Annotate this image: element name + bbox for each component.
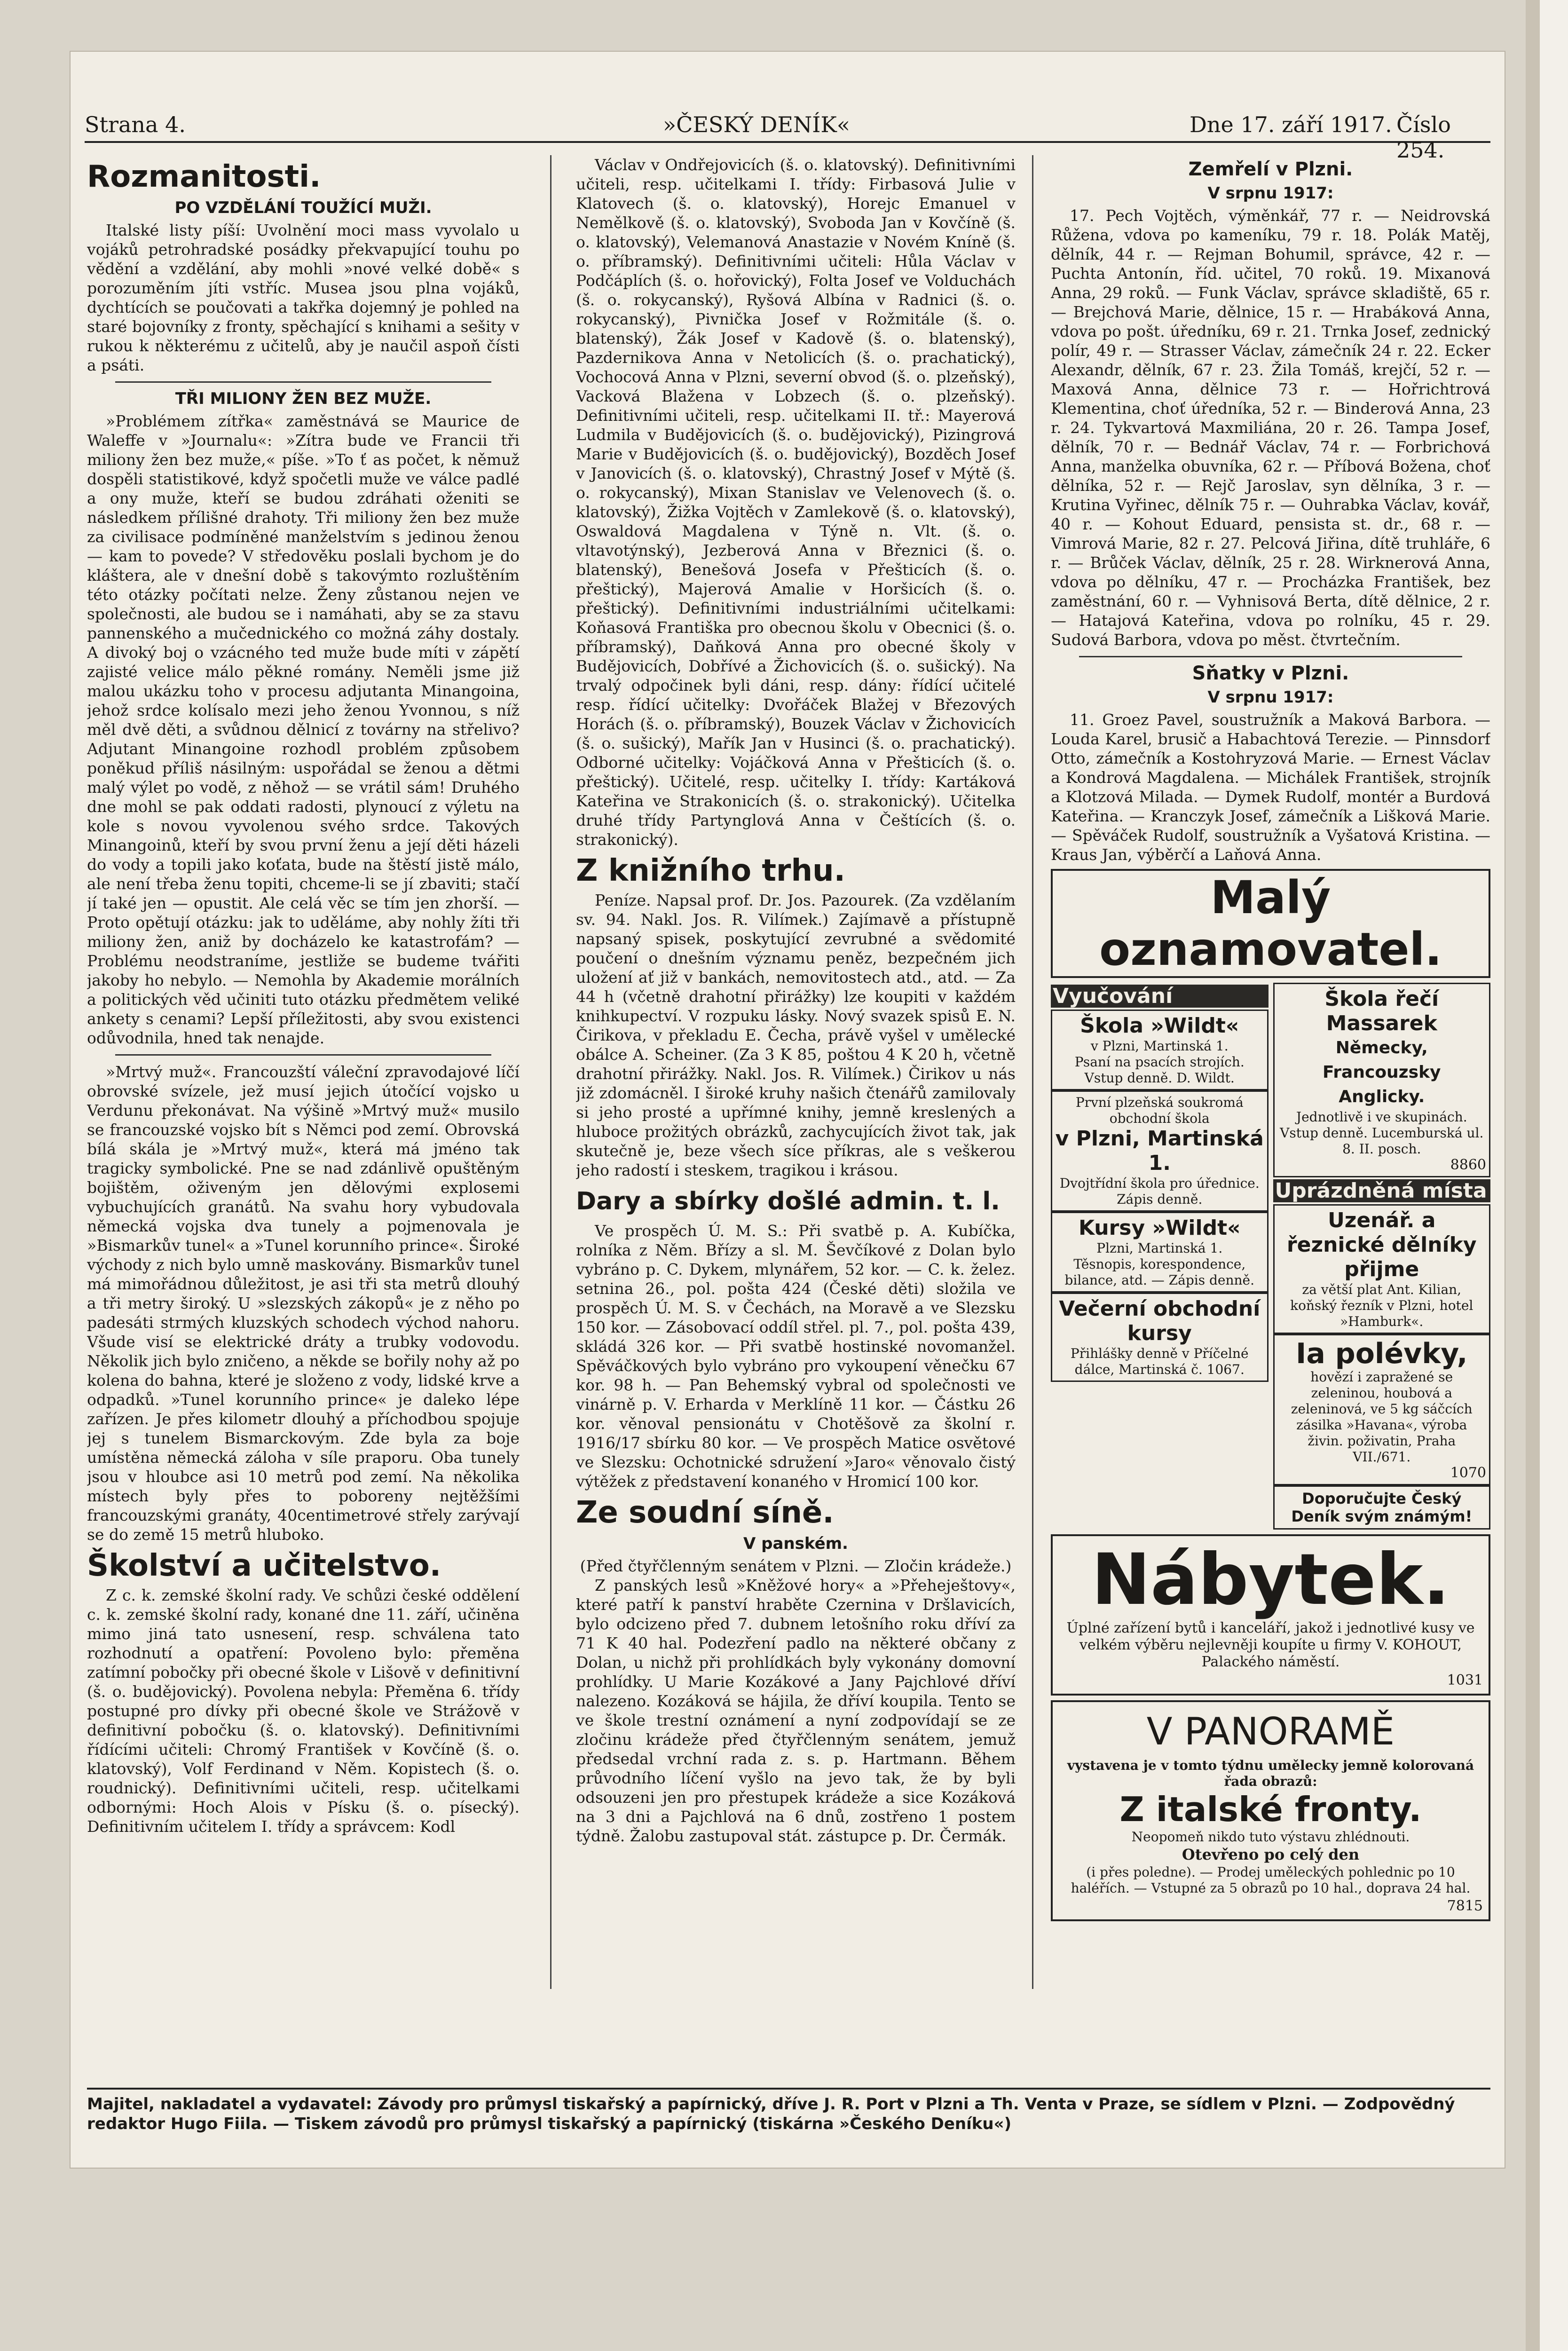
divider [1079, 656, 1462, 657]
article-body: 17. Pech Vojtěch, výměnkář, 77 r. — Neidrovská Růžena, vdova po kameníku, 79 r. 18. Polák Matěj, dělník, 44 r. — Rejman Bohumil, správce, 42 r. — Puchta Antonín, říd. učitel, 70 roků. 19. Mixanová Anna, 29 roků. — Funk Václav, správce skladiště, 65 r. — Brejchová Marie, dělnice, 15 r. — Hrabáková Anna, vdova po pošt. úředníku, 69 r. 21. Trnka Josef, zednický polír, 49 r. — Strasser Václav, zámečník 24 r. 22. Ecker Alexandr, dělník, 67 r. 23. Žila Tomáš, krejčí, 52 r. — Maxová Anna, dělnice 73 r. — Hořrichtrová Klementina, choť úředníka, 52 r. — Binderová Anna, 23 r. 24. Tykvartová Maxmiliána, 20 r. 26. Tampa Josef, dělník, 70 r. — Bednář Václav, 74 r. — Forbrichová Anna, manželka obuvníka, 62 r. — Příbová Božena, choť dělníka, 52 r. — Rejč Jaroslav, syn dělníka, 3 r. — Krutina Vyřinec, dělník 75 r. — Ouhrabka Václav, kovář, 40 r. — Kohout Eduard, pensista st. dr., 68 r. — Vimrová Marie, 82 r. 27. Pelcová Jiřina, dítě truhláře, 6 r. — Brůček Václav, dělník, 25 r. 28. Wirknerová Anna, vdova po dělníku, 47 r. — Procházka František, bez zaměstnání, 60 r. — Vyhnisová Berta, dítě dělnice, 2 r. — Hatajová Kateřina, vdova po rolníku, 45 r. 29. Sudová Barbora, vdova po měst. čtvrtečním. [1051, 206, 1490, 649]
article-body: »Problémem zítřka« zaměstnává se Maurice de Waleffe v »Journalu«: »Zítra bude ve Francii tři miliony žen bez muže,« píše. »To ť as počet, k němuž dospěli statistikové, když spočetli muže ve válce padlé a ony muže, kteří se budou zdráhati oženiti se následkem přílišné drahoty. Tři miliony žen bez muže za civilisace podmíněné manželstvím s jedinou ženou — kam to povede? V středověku poslali bychom je do kláštera, ale v dnešní době s takovýmto rozluštěním této otázky počítati nelze. Ženy zůstanou nejen ve společnosti, ale budou se i namáhati, aby se za stavu pannenského a mučednického co možná záhy dostaly. A divoký boj o vzácného ted muže bude míti v zápětí zajisté velice málo pěkné romány. Neměli jsme již malou ukázku toho v procesu adjutanta Minangoina, jehož srdce kolísalo mezi jeho ženou Yvonnou, s níž měl dvě děti, a svůdnou dělnicí z továrny na střelivo? Adjutant Minangoine rozhodl problém způsobem poněkud příliš násilným: uspořádal se ženou a dětmi malý výlet po vodě, z něhož — se vrátil sám! Druhého dne mohl se pak oddati radosti, plynoucí z výletu na kole s novou vyvolenou svého srdce. Takových Minangoinů, kteří by svou první ženu a její děti házeli do vody a topili jako koťata, bude na štěstí jistě málo, ale není třeba ženu topiti, chceme-li se jí zbaviti; stačí jí také jen — opustit. Ale celá věc se tím jen zhorší. — Proto opětují otázku: jak to uděláme, aby nohly žíti tři miliony žen, aniž by docházelo ke katastrofám? — Problému neodstraníme, jestliže se budeme tvářiti jakoby ho nebylo. — Nemohla by Akademie morálních a politických věd učiniti tuto otázku předmětem veliké ankety s cenami? Lepší příležitosti, aby svou existenci odůvodnila, hned tak nenajde. [87, 412, 520, 1047]
section-heading: Dary a sbírky došlé admin. t. l. [576, 1187, 1000, 1215]
ad-title: Uzenář. a řeznické dělníky přijme [1286, 1208, 1477, 1281]
ad-text: Přihlášky denně v Příčelné dálce, Martinská č. 1067. [1070, 1346, 1249, 1377]
imprint [87, 2088, 1490, 2134]
masthead [85, 108, 1490, 163]
article-body: Peníze. Napsal prof. Dr. Jos. Pazourek. (Za vzdělaním sv. 94. Nakl. Jos. R. Vilímek.) Zajímavě a přístupně napsaný spisek, poskytující zevrubné a svědomité poučení o dnešním významu peněz, bezpečném jich uložení ať již v bankách, nemovitostech atd., atd. — Za 44 h (včetně drahotní přirážky) lze koupiti v každém knihkupectví. V rozpuku lásky. Nový svazek spisů E. N. Čirikova, v překladu E. Čecha, právě vyšel v umělecké obálce A. Scheiner. (Za 3 K 85, poštou 4 K 20 h, včetně drahotní přirážky. Nakl. Jos. R. Vilímek.) Čirikov u nás již zdomácněl. I široké kruhy našich čtenářů zamilovaly si jeho prosté a upřímné knihy, jemně kreslených a hluboce prožitých obrázků, zachycujících život tak, jak skutečně je, beze všech síce příkras, ale s veškerou jeho radostí i steskem, tragikou i krásou. [576, 891, 1016, 1179]
section-subheading: V srpnu 1917: [1207, 184, 1334, 203]
issue-number: Číslo 254. [1396, 112, 1451, 163]
ad-text: za větší plat Ant. Kilian, koňský řezník v Plzni, hotel »Hamburk«. [1290, 1282, 1473, 1329]
ad-title: Škola »Wildt« [1080, 1014, 1239, 1038]
ad-title: Nábytek. [1091, 1539, 1450, 1621]
ad-address: v Plzni, Martinská 1. [1090, 1038, 1229, 1054]
column-2 [576, 155, 1016, 1994]
page-number: Strana 4. [85, 112, 186, 137]
ad-title: V PANORAMĚ [1146, 1710, 1395, 1753]
ad-furniture [1051, 1534, 1490, 1696]
article-title: V panském. [743, 1534, 848, 1553]
ad-text: Dvojtřídní škola pro úřednice. Zápis denně. [1059, 1176, 1260, 1207]
ad-stamp: 7815 [1447, 1898, 1483, 1914]
section-heading: Sňatky v Plzni. [1192, 663, 1349, 684]
ad-first-school [1051, 1090, 1269, 1212]
article-body: Italské listy píší: Uvolnění moci mass vyvolalo u vojáků petrohradské posádky překvapující touhu po vědění a vzdělání, aby mohli »nové velké době« s porozuměním jíti vstříc. Musea jsou plna vojáků, dychtících se poučovati a takřka dojemný je pohled na staré bojovníky z fronty, spěchající s knihami a sešity v rukou k některému z učitelů, aby je naučil aspoň čísti a psáti. [87, 221, 520, 374]
ad-title: Ia polévky, [1296, 1337, 1468, 1370]
imprint-text: Majitel, nakladatel a vydavatel: Závody pro průmysl tiskařský a papírnický, dříve J. R. Port v Plzni a Th. Venta v Praze, se sídlem v Plzni. — Zodpovědný redaktor Hugo Fiila. — Tiskem závodů pro průmysl tiskařský a papírnický (tiskárna »Českého Deníku«) [87, 2095, 1455, 2133]
ad-address: v Plzni, Martinská 1. [1055, 1127, 1264, 1175]
ad-title: První plzeňská soukromá obchodní škola [1075, 1095, 1244, 1126]
ad-languages: Německy, Francouzsky Anglicky. [1323, 1038, 1441, 1106]
ad-stamp: 1031 [1447, 1672, 1483, 1688]
ad-stamp: 8860 [1450, 1157, 1486, 1173]
ad-banner: Vyučování [1051, 985, 1269, 1008]
ad-evening [1051, 1293, 1269, 1382]
ad-text: (i přes poledne). — Prodej uměleckých pohlednic po 10 haléřích. — Vstupné za 5 obrazů po 10 hal., doprava 24 hal. [1071, 1864, 1471, 1896]
divider [115, 1054, 491, 1056]
ad-butcher [1273, 1204, 1491, 1334]
issue-date: Dne 17. září 1917. [1190, 112, 1392, 137]
ad-courses [1051, 1212, 1269, 1293]
ad-title: Doporučujte Český Deník svým známým! [1291, 1490, 1473, 1525]
scan-margin [1540, 0, 1568, 2351]
classified-header [1051, 869, 1490, 978]
ad-address: Plzni, Martinská 1. [1096, 1240, 1223, 1256]
ad-column-left [1051, 983, 1269, 1530]
ad-massarek [1273, 983, 1491, 1177]
column-1 [87, 155, 520, 1994]
ad-text: hovězí i zapražené se zeleninou, houbová a zeleninová, ve 5 kg sáčcích zásilka »Havana«, výroba živin. poživatin, Praha VII./671. [1291, 1369, 1473, 1465]
ad-note: Neopomeň nikdo tuto výstavu zhlédnouti. [1131, 1829, 1410, 1845]
article-body: Z panských lesů »Kněžové hory« a »Přeheještovy«, které patří k panství hraběte Czernina v Dršlavicích, bylo odcizeno před 7. dubnem letošního roku dříví za 71 K 40 hal. Podezření padlo na některé občany z Dolan, u nichž při prohlídkách byly vykonány domovní prohlídky. U Marie Kozákové a Jany Pajchlové dříví nalezeno. Kozáková se hájila, že dříví koupila. Tento se ve škole trestní oznámení a nyní zodpovídají se ze zločinu krádeže před čtyřčlenným senátem, jemuž předsedal vrchní rada z. s. p. Hartmann. Během průvodního líčení vyšlo na jevo tak, že by byli odsouzeni jen pro přestupek krádeže a sice Kozáková na 3 dni a Pajchlová na 6 dnů, zostřeno 1 postem týdně. Žalobu zastupoval stát. zástupce p. Dr. Čermák. [576, 1576, 1016, 1845]
classified-grid [1051, 983, 1490, 1530]
article-body: Václav v Ondřejovicích (š. o. klatovský). Definitivními učiteli, resp. učitelkami I. třídy: Firbasová Julie v Klatovech (š. o. klatovský), Horejc Emanuel v Nemělkově (š. o. klatovský), Svoboda Jan v Kovčíně (š. o. klatovský), Velemanová Anastazie v Novém Kníně (š. o. příbramský). Definitivními učiteli: Hůla Václav v Podčáplích (š. o. hořovický), Folta Josef ve Volduchách (š. o. rokycanský), Ryšová Albína v Radnici (š. o. rokycanský), Pivnička Josef v Rožmitále (š. o. blatenský), Žák Josef v Kadově (š. o. blatenský), Pazdernikova Anna v Netolicích (š. o. prachatický), Vochocová Anna v Plzni, severní obvod (š. o. plzeňský), Vacková Blažena v Lobzech (š. o. plzeňský). Definitivními učiteli, resp. učitelkami II. tř.: Mayerová Ludmila v Budějovicích (š. o. budějovický), Pizingrová Marie v Budějovicích (š. o. budějovický), Bozděch Josef v Janovicích (š. o. klatovský), Chrastný Josef v Mýtě (š. o. rokycanský), Mixan Stanislav ve Velenovech (š. o. klatovský), Žižka Vojtěch v Zamlekově (š. o. klatovský), Oswaldová Magdalena v Týně n. Vlt. (š. o. vltavotýnský), Jezberová Anna v Březnici (š. o. blatenský), Benešová Josefa v Přešticích (š. o. přeštický), Majerová Amalie v Horšicích (š. o. přeštický). Definitivními industriálními učitelkami: Koňasová Františka pro obecnou školu v Obecnici (š. o. příbramský), Daňková Anna pro obecné školy v Budějovicích, Dobřívé a Žichovicích (š. o. sušický). Na trvalý odpočinek byli dáni, resp. dány: řídící učitelé resp. řídící učitelky: Dvořáček Blažej v Březových Horách (š. o. příbramský), Bouzek Václav v Žichovicích (š. o. sušický), Mařík Jan v Husinci (š. o. prachatický). Odborné učitelky: Vojáčková Anna v Přešticích (š. o. přeštický). Učitelé, resp. učitelky I. třídy: Kartáková Kateřina ve Strakonicích (š. o. strakonický). Učitelka druhé třídy Partynglová Anna v Češtících (š. o. strakonický). [576, 156, 1016, 849]
ad-opening: Otevřeno po celý den [1182, 1846, 1360, 1863]
ad-title: Kursy »Wildt« [1078, 1216, 1241, 1240]
section-heading: Rozmanitosti. [87, 159, 321, 194]
ad-recommend [1273, 1485, 1491, 1530]
article-title: PO VZDĚLÁNÍ TOUŽÍCÍ MUŽI. [174, 198, 432, 217]
ad-title: Večerní obchodní kursy [1059, 1297, 1261, 1345]
article-body: »Mrtvý muž«. Francouzští váleční zpravodajové líčí obrovské svízele, jež musí jejich útočící vojsko u Verdunu překonávat. Na výšině »Mrtvý muž« musilo se francouzské vojsko bít s Němci pod zemí. Obrovská bílá skála je »Mrtvý muž«, která má jméno tak tragicky symbolické. Pne se nad zdánlivě opuštěným bojištěm, oživeným jen dělovými explosemi vybuchujících granátů. Na svahu hory vybudovala německá vojska dva tunely a pojmenovala je »Bismarkův tunel« a »Tunel korunního prince«. Široké východy z nich bylo umně maskovány. Bismarkův tunel má mimořádnou důležitost, je asi tři sta metrů dlouhý a tři metry široký. U »slezských zákopů« je z něho po padesáti strmých kluzských schodech východ nahoru. Všude visí se elektrické dráty a trubky vodovodu. Několik jich bylo zničeno, a někde se bořily nohy až po kolena do bahna, které je složeno z vody, lidské krve a odpadků. »Tunel korunního prince« je daleko lépe zařízen. Je přes kilometr dlouhý a příchodbou spojuje jej s tunelem Bismarckovým. Zde byla za boje umístěna německá záloha v síle praporu. Oba tunely jsou v hloubce asi 10 metrů pod zemí. Na několika místech byly přes to poboreny nejtěžšími francouzskými granáty, 40centimetrové střely zarývají se do země 15 metrů hluboko. [87, 1063, 520, 1544]
classified-title: Malý oznamovatel. [1099, 871, 1442, 976]
ad-title: Škola řečí Massarek [1324, 987, 1439, 1035]
section-heading: Školství a učitelstvo. [87, 1548, 441, 1583]
ad-soups [1273, 1334, 1491, 1485]
ad-panorama [1051, 1700, 1490, 1921]
ad-stamp: 1070 [1450, 1465, 1486, 1481]
article-body: Ve prospěch Ú. M. S.: Při svatbě p. A. Kubíčka, rolníka z Něm. Břízy a sl. M. Ševčíkové z Dolan bylo vybráno p. C. Dykem, mlynářem, 52 kor. — C. k. želez. setnina 26., pol. pošta 424 (České děti) složila ve prospěch Ú. M. S. v Čechách, na Moravě a ve Slezsku 150 kor. — Zásobovací oddíl střel. pl. 7., pol. pošta 439, skládá 326 kor. — Při svatbě hostinské novomanžel. Spěváčkových bylo vybráno pro vykoupení věnečku 67 kor. 98 h. — Pan Behemský vybral od společnosti ve vinárně p. V. Erharda v Merklíně 11 kor. — Částku 26 kor. věnoval pensionátu v Chotěšově za školní r. 1916/17 sbírku 80 kor. — Ve prospěch Matice osvětové ve Slezsku: Ochotnické sdružení »Jaro« věnovalo čistý výtěžek z představení konaného v Hromicí 100 kor. [576, 1222, 1016, 1491]
ad-text: Úplné zařízení bytů i kanceláří, jakož i jednotlivé kusy ve velkém výběru nejlevněji koupíte u firmy V. KOHOUT, Palackého náměstí. [1066, 1620, 1475, 1670]
column-rule [1032, 155, 1033, 1989]
ad-text: Psaní na psacích strojích. Vstup denně. D. Wildt. [1074, 1054, 1245, 1086]
newspaper-title: »ČESKÝ DENÍK« [663, 112, 850, 137]
divider [115, 381, 491, 383]
column-rule [550, 155, 552, 1989]
ad-subtitle: vystavena je v tomto týdnu umělecky jemně kolorovaná řada obrazů: [1067, 1758, 1474, 1789]
section-subheading: V srpnu 1917: [1207, 688, 1334, 707]
ad-school-wildt [1051, 1010, 1269, 1090]
section-heading: Ze soudní síně. [576, 1495, 834, 1530]
ad-headline: Z italské fronty. [1119, 1790, 1422, 1829]
ad-column-right [1273, 983, 1491, 1530]
article-title: TŘI MILIONY ŽEN BEZ MUŽE. [175, 389, 432, 408]
section-heading: Zemřelí v Plzni. [1188, 158, 1353, 180]
article-body: Z c. k. zemské školní rady. Ve schůzi české oddělení c. k. zemské školní rady, konané dne 11. září, učiněna mimo jiná tato usnesení, resp. schválena tato rozhodnutí a opatření: Povoleno bylo: přeměna zatímní pobočky při obecné škole v Lišově v definitivní (š. o. budějovický). Povolena nebyla: Přeměna 6. třídy postupné pro dívky při obecné škole ve Strážově v definitivní pobočku (š. o. klatovský). Definitivními řídícími učiteli: Chromý František v Kovčíně (š. o. klatovský), Volf Ferdinand v Něm. Kopistech (š. o. roudnický). Definitivními učiteli, resp. učitelkami odbornými: Hoch Alois v Písku (š. o. písecký). Definitivním učitelem I. třídy a správcem: Kodl [87, 1586, 520, 1836]
ad-banner: Uprázdněná místa [1273, 1179, 1491, 1202]
ad-text: Jednotlivě i ve skupinách. Vstup denně. Lucemburská ul. 8. II. posch. [1280, 1109, 1484, 1157]
column-3 [1051, 155, 1490, 1994]
ad-text: Těsnopis, korespondence, bilance, atd. — Zápis denně. [1064, 1256, 1254, 1288]
article-subtitle: (Před čtyřčlenným senátem v Plzni. — Zločin krádeže.) [580, 1557, 1012, 1575]
article-body: 11. Groez Pavel, soustružník a Maková Barbora. — Louda Karel, brusič a Habachtová Terezie. — Pinnsdorf Otto, zámečník a Kostohryzová Marie. — Ernest Václav a Kondrová Magdalena. — Michálek František, strojník a Klotzová Milada. — Dymek Rudolf, montér a Burdová Kateřina. — Kranczyk Josef, zámečník a Lišková Marie. — Spěváček Rudolf, soustružník a Vyšatová Kristina. — Kraus Jan, výběrčí a Laňová Anna. [1051, 710, 1490, 864]
section-heading: Z knižního trhu. [576, 853, 845, 888]
